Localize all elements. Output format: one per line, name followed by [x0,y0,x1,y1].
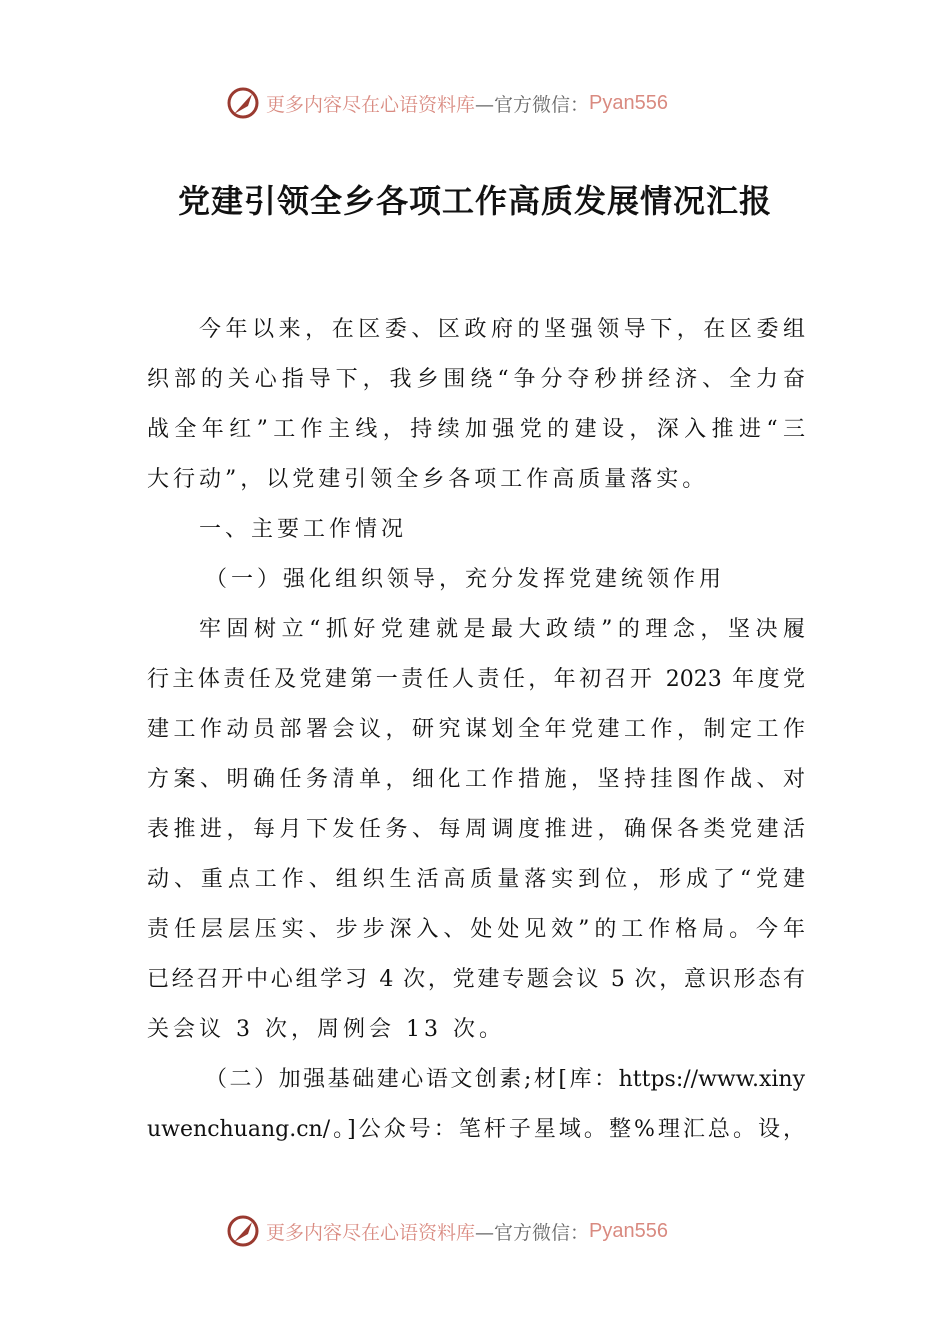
watermark-header [226,83,668,123]
watermark-footer [226,1211,668,1251]
paragraph-line: 织部的关心指导下，我乡围绕“争分夺秒拼经济、全力奋 [147,367,805,392]
paragraph-line: （二）加强基础建心语文创素;材[库：https://www.xiny [205,1067,805,1092]
watermark-wechat-label: —官方微信： [475,1221,590,1244]
paragraph-line: 关会议 3 次，周例会 13 次。 [147,1017,505,1042]
paragraph-line: 方案、明确任务清单，细化工作措施，坚持挂图作战、对 [147,767,805,792]
document-title: 党建引领全乡各项工作高质发展情况汇报 [177,182,772,220]
quill-logo-icon [226,86,260,120]
watermark-wechat-id: Pyan556 [589,91,668,114]
quill-logo-icon [226,1214,260,1248]
paragraph-line: 战全年红”工作主线，持续加强党的建设，深入推进“三 [147,417,805,442]
watermark-wechat-id: Pyan556 [589,1219,668,1242]
document-body [147,305,805,1155]
watermark-text: 更多内容尽在心语资料库 [266,1221,476,1244]
watermark-text: 更多内容尽在心语资料库 [266,93,476,116]
paragraph-line: 已经召开中心组学习 4 次，党建专题会议 5 次，意识形态有 [147,967,805,992]
paragraph-line: 行主体责任及党建第一责任人责任，年初召开 2023 年度党 [147,667,805,692]
paragraph-line: 建工作动员部署会议，研究谋划全年党建工作，制定工作 [147,717,805,742]
paragraph-line: 牢固树立“抓好党建就是最大政绩”的理念，坚决履 [199,617,805,642]
paragraph-line: 今年以来，在区委、区政府的坚强领导下，在区委组 [199,317,805,342]
paragraph-line: 动、重点工作、组织生活高质量落实到位，形成了“党建 [147,867,805,892]
paragraph-line: 责任层层压实、步步深入、处处见效”的工作格局。今年 [147,917,805,942]
paragraph-line: uwenchuang.cn/。]公众号：笔杆子星域。整%理汇总。设， [147,1117,805,1142]
watermark-wechat-label: —官方微信： [475,93,590,116]
paragraph-line: 表推进，每月下发任务、每周调度推进，确保各类党建活 [147,817,805,842]
paragraph-line: 大行动”，以党建引领全乡各项工作高质量落实。 [147,467,709,492]
paragraph-line: 一、主要工作情况 [199,517,408,542]
paragraph-line: （一）强化组织领导，充分发挥党建统领作用 [205,567,726,592]
